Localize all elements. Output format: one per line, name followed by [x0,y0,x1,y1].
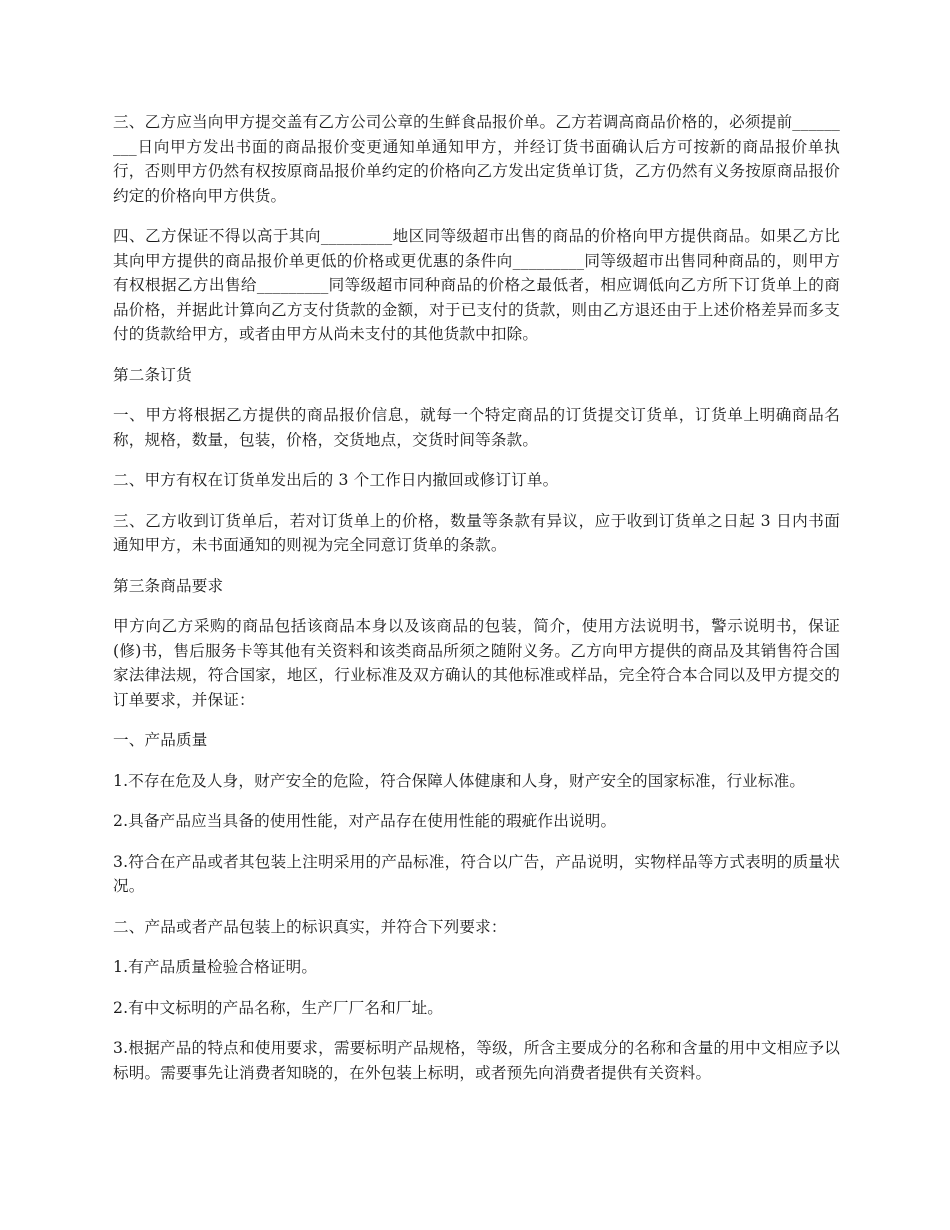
quality-item-2: 2.具备产品应当具备的使用性能，对产品存在使用性能的瑕疵作出说明。 [113,812,617,830]
clause-order-submission: 一、甲方将根据乙方提供的商品报价信息，就每一个特定商品的订货提交订货单，订货单上明确商品名称，规格，数量，包装，价格，交货地点，交货时间等条款。 [113,406,840,449]
clause-order-revocation: 二、甲方有权在订货单发出后的 3 个工作日内撤回或修订订单。 [113,471,559,489]
clause-lowest-price-guarantee: 四、乙方保证不得以高于其向_________地区同等级超市出售的商品的价格向甲方提供商品。如果乙方比其向甲方提供的商品报价单更低的价格或更优惠的条件向_________同等级超市出售同种商品的，则甲方有权根据乙方出售给_________同等级超市同种商品的价格之最低者，相应调低向乙方所下订货单上的商品价格，并据此计算向乙方支付货款的金额，对于已支付的货款，则由乙方退还由于上述价格差异而多支付的货款给甲方，或者由甲方从尚未支付的其他货款中扣除。 [113,227,840,343]
section-heading-product-requirements: 第三条商品要求 [113,576,224,595]
document-body [113,110,840,1085]
clause-order-objection: 三、乙方收到订货单后，若对订货单上的价格，数量等条款有异议，应于收到订货单之日起 3 日内书面通知甲方，未书面通知的则视为完全同意订货单的条款。 [113,511,840,554]
labeling-item-1: 1.有产品质量检验合格证明。 [113,958,318,976]
quality-item-1: 1.不存在危及人身，财产安全的危险，符合保障人体健康和人身，财产安全的国家标准，行业标准。 [113,771,806,790]
quality-item-3: 3.符合在产品或者其包装上注明采用的产品标准，符合以广告，产品说明，实物样品等方式表明的质量状况。 [113,852,840,895]
labeling-item-2: 2.有中文标明的产品名称，生产厂厂名和厂址。 [113,998,444,1017]
subheading-product-quality: 一、产品质量 [113,731,208,749]
labeling-item-3: 3.根据产品的特点和使用要求，需要标明产品规格，等级，所含主要成分的名称和含量的用中文相应予以标明。需要事先让消费者知晓的，在外包装上标明，或者预先向消费者提供有关资料。 [113,1039,840,1082]
subheading-labeling: 二、产品或者产品包装上的标识真实，并符合下列要求： [113,917,507,936]
clause-price-increase-notice: 三、乙方应当向甲方提交盖有乙方公司公章的生鲜食品报价单。乙方若调高商品价格的，必须提前_________日向甲方发出书面的商品报价变更通知单通知甲方，并经订货书面确认后方可按新的商品报价单执行，否则甲方仍然有权按原商品报价单约定的价格向乙方发出定货单订货，乙方仍然有义务按原商品报价约定的价格向甲方供货。 [113,113,840,205]
clause-product-scope: 甲方向乙方采购的商品包括该商品本身以及该商品的包装，简介，使用方法说明书，警示说明书，保证(修)书，售后服务卡等其他有关资料和该类商品所须之随附义务。乙方向甲方提供的商品及其销售符合国家法律法规，符合国家，地区，行业标准及双方确认的其他标准或样品，完全符合本合同以及甲方提交的订单要求，并保证： [113,617,840,709]
section-heading-ordering: 第二条订货 [113,365,192,384]
